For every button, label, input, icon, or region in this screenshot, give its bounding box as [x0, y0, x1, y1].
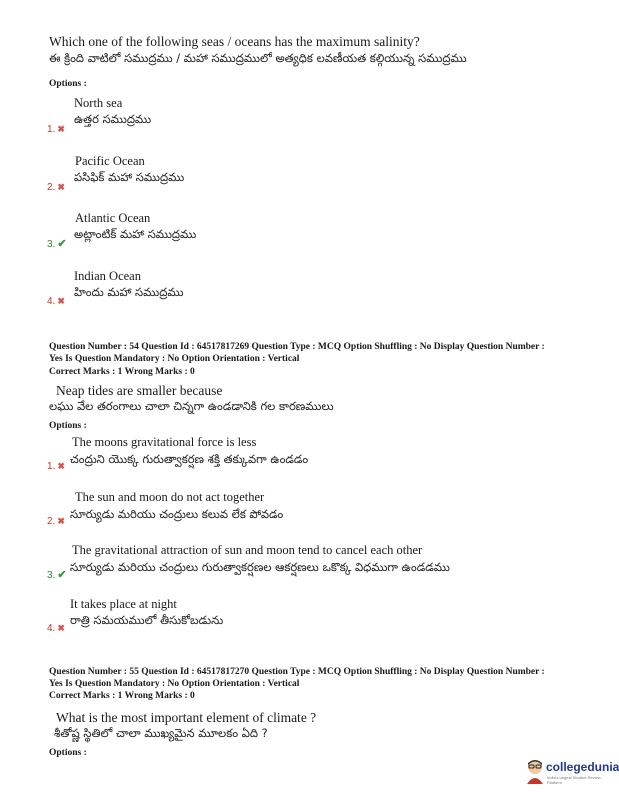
- cross-icon: ✖: [57, 296, 65, 306]
- option-text-te: హిందు మహా సముద్రము: [74, 285, 184, 299]
- option-text-en: The sun and moon do not act together: [75, 490, 265, 504]
- question-text-te: శీతోష్ణ స్థితిలో చాలా ముఖ్యమైన మూలకం ఏది ?: [54, 726, 268, 740]
- cross-icon: ✖: [57, 516, 65, 526]
- question-meta: Yes Is Question Mandatory : No Option Orientation : Vertical: [49, 354, 300, 364]
- question-text-en: Which one of the following seas / oceans has the maximum salinity?: [49, 34, 420, 49]
- question-text-en: Neap tides are smaller because: [56, 383, 223, 398]
- option-number: 3. ✔: [47, 238, 67, 250]
- cross-icon: ✖: [57, 461, 65, 471]
- option-text-te: ఉత్తర సముద్రము: [74, 112, 152, 126]
- cross-icon: ✖: [57, 182, 65, 192]
- logo-tagline: India's largest Student Review Platform: [547, 775, 601, 785]
- question-marks: Correct Marks : 1 Wrong Marks : 0: [49, 691, 195, 701]
- option-text-en: Atlantic Ocean: [75, 211, 151, 225]
- question-meta: Question Number : 55 Question Id : 64517817270 Question Type : MCQ Option Shuffling : No Display Question Number :: [49, 667, 545, 677]
- options-label: Options :: [49, 79, 87, 89]
- question-meta: Question Number : 54 Question Id : 64517817269 Question Type : MCQ Option Shuffling : No Display Question Number :: [49, 342, 545, 352]
- option-number: 4. ✖: [47, 623, 65, 634]
- options-label: Options :: [49, 748, 87, 758]
- option-number: 2. ✖: [47, 516, 65, 527]
- option-text-en: The gravitational attraction of sun and moon tend to cancel each other: [72, 543, 423, 557]
- option-text-te: సూర్యుడు మరియు చంద్రులు కలువ లేక పోవడం: [70, 507, 284, 521]
- option-text-en: The moons gravitational force is less: [72, 435, 257, 449]
- option-text-te: సూర్యుడు మరియు చంద్రులు గురుత్వాకర్షణల ఆకర్షణలు ఒకొక్క విధముగా ఉండడము: [70, 560, 450, 574]
- option-number: 1. ✖: [47, 124, 65, 135]
- option-number: 2. ✖: [47, 182, 65, 193]
- question-meta: Yes Is Question Mandatory : No Option Orientation : Vertical: [49, 679, 300, 689]
- check-icon: ✔: [57, 238, 67, 250]
- option-text-en: North sea: [74, 96, 123, 110]
- option-text-te: అట్లాంటిక్ మహా సముద్రము: [74, 227, 197, 241]
- option-number: 4. ✖: [47, 296, 65, 307]
- mascot-icon: [524, 758, 546, 784]
- option-text-te: రాత్రి సమయములో తీసుకోబడును: [70, 613, 224, 627]
- option-number: 3. ✔: [47, 569, 67, 581]
- option-text-en: Indian Ocean: [74, 269, 141, 283]
- option-text-en: It takes place at night: [70, 597, 177, 611]
- collegedunia-logo: [524, 758, 619, 788]
- option-text-en: Pacific Ocean: [75, 154, 145, 168]
- cross-icon: ✖: [57, 623, 65, 633]
- question-text-te: లఘు వేల తరంగాలు చాలా చిన్నగా ఉండడానికి గల కారణములు: [49, 399, 334, 413]
- option-number: 1. ✖: [47, 461, 65, 472]
- question-text-te: ఈ క్రింది వాటిలో సముద్రము / మహా సముద్రములో అత్యధిక లవణీయత కల్గియున్న సముద్రము: [49, 51, 467, 65]
- question-marks: Correct Marks : 1 Wrong Marks : 0: [49, 367, 195, 377]
- option-text-te: పసిఫిక్ మహా సముద్రము: [74, 170, 185, 184]
- cross-icon: ✖: [57, 124, 65, 134]
- option-text-te: చంద్రుని యొక్క గురుత్వాకర్షణ శక్తి తక్కువగా ఉండడం: [70, 452, 309, 466]
- options-label: Options :: [49, 421, 87, 431]
- logo-name: collegedunia: [546, 760, 619, 774]
- check-icon: ✔: [57, 569, 67, 581]
- question-text-en: What is the most important element of climate ?: [56, 710, 317, 725]
